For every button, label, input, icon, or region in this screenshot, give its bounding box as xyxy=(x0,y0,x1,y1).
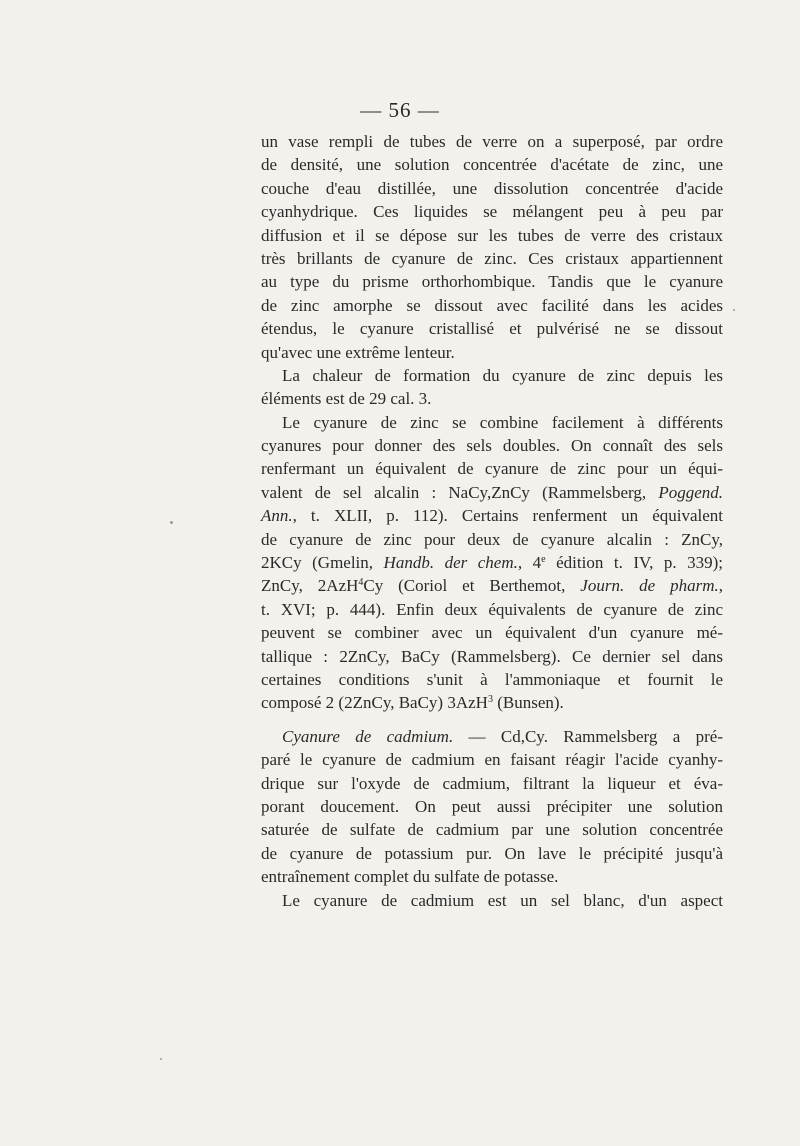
paper-speck xyxy=(170,521,173,524)
page-number: — 56 — xyxy=(360,98,440,122)
text-line: de zinc amorphe se dissout avec facilité dans les acides xyxy=(261,295,723,315)
text-line: Ann., t. XLII, p. 112). Certains renferment un équivalent xyxy=(261,506,723,526)
text-line: saturée de sulfate de cadmium par une solution concentrée xyxy=(261,820,723,840)
text-line: 2KCy (Gmelin, Handb. der chem., 4e édition t. IV, p. 339); xyxy=(261,553,723,573)
text-line: tallique : 2ZnCy, BaCy (Rammelsberg). Ce dernier sel dans xyxy=(261,646,723,666)
text-line: diffusion et il se dépose sur les tubes de verre des cristaux xyxy=(261,225,723,245)
text-line: t. XVI; p. 444). Enfin deux équivalents de cyanure de zinc xyxy=(261,599,723,619)
text-line: de cyanure de zinc pour deux de cyanure alcalin : ZnCy, xyxy=(261,529,723,549)
text-line: de cyanure de potassium pur. On lave le précipité jusqu'à xyxy=(261,843,723,863)
text-line: un vase rempli de tubes de verre on a superposé, par ordre xyxy=(261,132,723,151)
text-line: éléments est de 29 cal. 3. xyxy=(261,389,432,409)
text-line: valent de sel alcalin : NaCy,ZnCy (Rammelsberg, Poggend. xyxy=(261,482,723,502)
text-line: de densité, une solution concentrée d'acétate de zinc, une xyxy=(261,155,723,175)
text-line: ZnCy, 2AzH$^4$Cy (Coriol et Berthemot, Journ. de pharm., xyxy=(261,576,723,596)
text-line: Le cyanure de cadmium est un sel blanc, d'un aspect xyxy=(282,890,723,910)
text-line: certaines conditions s'unit à l'ammoniaque et fournit le xyxy=(261,669,723,689)
text-line: cyanhydrique. Ces liquides se mélangent peu à peu par xyxy=(261,202,723,222)
text-line: étendus, le cyanure cristallisé et pulvérisé ne se dissout xyxy=(261,319,723,339)
text-line: entraînement complet du sulfate de potasse. xyxy=(261,867,559,887)
text-line: très brillants de cyanure de zinc. Ces cristaux appartiennent xyxy=(261,248,723,268)
text-line: porant doucement. On peut aussi précipiter une solution xyxy=(261,796,723,816)
text-line: paré le cyanure de cadmium en faisant réagir l'acide cyanhy- xyxy=(261,750,723,770)
paragraph-gap xyxy=(261,715,723,725)
text-line: La chaleur de formation du cyanure de zinc depuis les xyxy=(282,365,723,385)
text-line: cyanures pour donner des sels doubles. On connaît des sels xyxy=(261,436,723,456)
text-line: qu'avec une extrême lenteur. xyxy=(261,342,455,362)
text-line: drique sur l'oxyde de cadmium, filtrant la liqueur et éva- xyxy=(261,773,723,793)
text-line: Le cyanure de zinc se combine facilement à différents xyxy=(282,412,723,432)
text-line: composé 2 (2ZnCy, BaCy) 3AzH$^3$ (Bunsen). xyxy=(261,693,564,713)
text-line: peuvent se combiner avec un équivalent d'un cyanure mé- xyxy=(261,623,723,643)
text-line: au type du prisme orthorhombique. Tandis que le cyanure xyxy=(261,272,723,292)
paper-speck xyxy=(733,309,735,311)
text-line: couche d'eau distillée, une dissolution concentrée d'acide xyxy=(261,178,723,198)
paper-speck xyxy=(160,1058,162,1060)
body-text xyxy=(261,130,723,912)
text-line: Cyanure de cadmium. — Cd,Cy. Rammelsberg a pré- xyxy=(282,726,723,746)
text-line: renfermant un équivalent de cyanure de zinc pour un équi- xyxy=(261,459,723,479)
